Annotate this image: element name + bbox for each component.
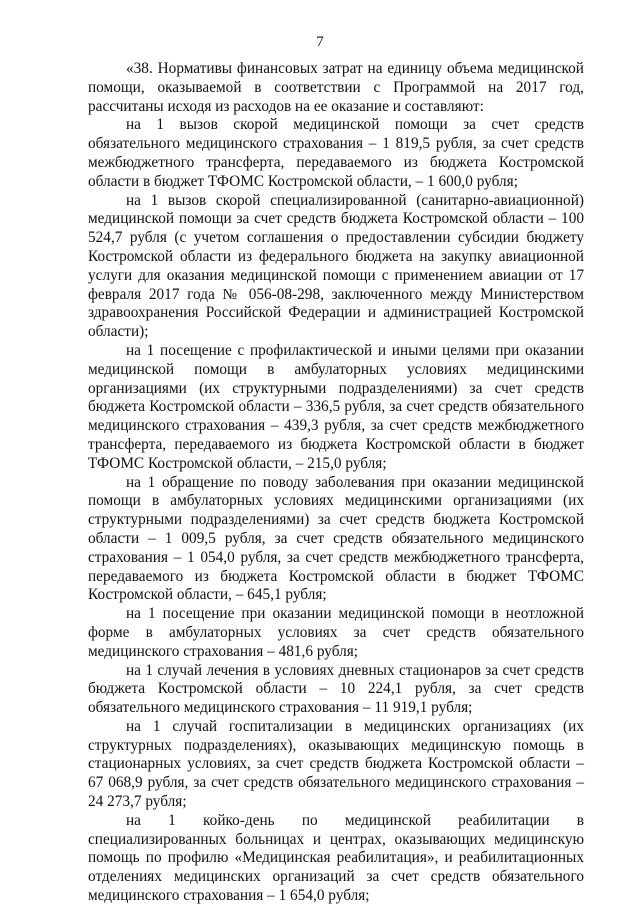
paragraph-rehabilitation-bed-day: на 1 койко-день по медицинской реабилитации в специализированных больницах и центрах, оказывающих медицинскую помощь по профилю «Медицинская реабилитация», и реабилитационных отделениях медицинских организаций за счет средств обязательного медицинского страхования – 1 654,0 рубля;: [88, 811, 584, 905]
paragraph-preventive-visit: на 1 посещение с профилактической и иными целями при оказании медицинской помощи в амбулаторных условиях медицинскими организациями (их структурными подразделениями) за счет средств бюджета Костромской области – 336,5 рубля, за счет средств обязательного медицинского страхования – 439,3 рубля, за счет средств межбюджетного трансферта, передаваемого из бюджета Костромской области в бюджет ТФОМС Костромской области, – 215,0 рубля;: [88, 341, 584, 472]
paragraph-ambulance-call: на 1 вызов скорой медицинской помощи за счет средств обязательного медицинского страхования – 1 819,5 рубля, за счет средств межбюджетного трансферта, передаваемого из бюджета Костромской области в бюджет ТФОМС Костромской области, – 1 600,0 рубля;: [88, 116, 584, 190]
paragraph-day-hospital-case: на 1 случай лечения в условиях дневных стационаров за счет средств бюджета Костромской области – 10 224,1 рубля, за счет средств обязательного медицинского страхования – 11 919,1 рубля;: [88, 661, 584, 717]
document-body: [88, 60, 584, 906]
paragraph-hospitalization-case: на 1 случай госпитализации в медицинских организациях (их структурных подразделениях), оказывающих медицинскую помощь в стационарных условиях, за счет средств бюджета Костромской области – 67 068,9 рубля, за счет средств обязательного медицинского страхования – 24 273,7 рубля;: [88, 717, 584, 811]
page-number: 7: [316, 34, 324, 50]
paragraph-urgent-visit: на 1 посещение при оказании медицинской помощи в неотложной форме в амбулаторных условиях за счет средств обязательного медицинского страхования – 481,6 рубля;: [88, 605, 584, 660]
paragraph-intro: «38. Нормативы финансовых затрат на единицу объема медицинской помощи, оказываемой в соответствии с Программой на 2017 год, рассчитаны исходя из расходов на ее оказание и составляют:: [88, 60, 584, 115]
paragraph-disease-appeal: на 1 обращение по поводу заболевания при оказании медицинской помощи в амбулаторных условиях медицинскими организациями (их структурными подразделениями) за счет средств бюджета Костромской области – 1 009,5 рубля, за счет средств обязательного медицинского страхования – 1 054,0 рубля, за счет средств межбюджетного трансферта, передаваемого из бюджета Костромской области в бюджет ТФОМС Костромской области, – 645,1 рубля;: [88, 473, 584, 604]
paragraph-air-ambulance-call: на 1 вызов скорой специализированной (санитарно-авиационной) медицинской помощи за счет средств бюджета Костромской области – 100 524,7 рубля (с учетом соглашения о предоставлении субсидии бюджету Костромской области из федерального бюджета на закупку авиационной услуги для оказания медицинской помощи с применением авиации от 17 февраля 2017 года № 056-08-298, заключенного между Министерством здравоохранения Российской Федерации и администрацией Костромской области);: [88, 191, 584, 341]
